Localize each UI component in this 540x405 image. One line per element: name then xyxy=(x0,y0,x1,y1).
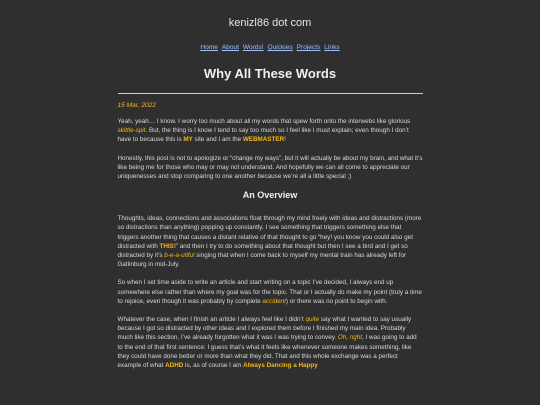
nav-link-links[interactable]: Links xyxy=(324,44,340,51)
text-segment: ” and then I try to do something about that thought but then I see a bird and I get so distracted by it’s xyxy=(117,242,408,260)
paragraph-thoughts xyxy=(118,214,423,269)
emphasis-text: WEBMASTER xyxy=(242,136,285,144)
nav-link-home[interactable]: Home xyxy=(200,44,218,51)
nav-link-about[interactable]: About xyxy=(221,44,239,51)
text-segment: say what I wanted to say usually because I got so distracted by other ideas and I explored them before I finished my main idea. Probably much like this section, I’ve already forgotten what it was I was trying to convey. xyxy=(117,316,412,342)
text-segment: . But, the thing is I know I tend to say too much so I feel like I must explain; even though I don’t have to because this is xyxy=(117,127,409,144)
nav-link-words[interactable]: Words! xyxy=(242,44,264,51)
paragraph-intro xyxy=(118,117,423,145)
text-segment: site and I am the xyxy=(192,136,243,144)
paragraph-purpose: Honestly, this post is not to apologize or “change my ways”, but it will actually be about my brain, and what it’s like being me for those who may or may not understand. And hopefully we can all come to appreciate our uniquenesses and stop comparing to one another because we’re all a little special ;) xyxy=(117,154,423,181)
text-segment: , I was going to add to the end of that first sentence: I guess that’s what it feels like whenever someone makes something, like they could have done better or more than what they did. That and this whole exchange was a perfect example of what xyxy=(117,334,417,370)
emphasis-text: THIS! xyxy=(159,242,176,250)
nav-link-projects[interactable]: Projects xyxy=(296,44,321,51)
emphasis-text: accident xyxy=(262,297,286,305)
page xyxy=(118,0,423,370)
paragraph-whatever xyxy=(118,315,423,370)
emphasis-text: Oh, right xyxy=(337,334,363,342)
emphasis-text: quite xyxy=(305,316,320,324)
emphasis-text: Always Dancing a Happy xyxy=(243,362,318,370)
post-title: Why All These Words xyxy=(203,66,337,81)
emphasis-text: ADHD xyxy=(165,362,184,370)
main-nav xyxy=(118,44,423,51)
text-segment: Thoughts, ideas, connections and associations float through my mind freely with ideas and distractions (more so distractions than anything) popping up constantly. I see something that triggers something else that triggers another thing that causes a distant relative of that thought to go “hey! you know you could also get distracted with xyxy=(117,215,422,250)
paragraph-writing xyxy=(118,278,423,306)
emphasis-text: b-e-a-utiful xyxy=(164,252,195,260)
text-segment: Yeah, yeah… I know. I worry too much about all my words that spew forth onto the interwebs like glorious xyxy=(117,118,411,125)
section-heading: An Overview xyxy=(242,190,298,201)
text-segment: singing that when I come back to myself my mental train has already left for Gatlinburg in mid-July. xyxy=(117,252,407,269)
text-segment: is, as of course I am xyxy=(183,362,244,370)
text-segment: Whatever the case, when I finish an article I always feel like I didn’t xyxy=(117,316,306,324)
text-segment: ! xyxy=(284,136,286,144)
title-divider xyxy=(118,93,423,94)
emphasis-text: skittle-spit xyxy=(117,127,146,135)
site-title: kenizl86 dot com xyxy=(228,17,312,29)
nav-link-quickies[interactable]: Quickies xyxy=(267,44,293,51)
text-segment: So when I set time aside to write an article and start writing on a topic I’ve decided, I always end up somewhere else rather than where my goal was for the topic. That or I actually do make my point (truly a time to rejoice, even though it was probably by complete xyxy=(117,279,422,305)
emphasis-text: MY xyxy=(183,136,193,144)
text-segment: ) or there was no point to begin with. xyxy=(285,297,388,305)
post-date: 15 Mar, 2022 xyxy=(117,102,156,109)
